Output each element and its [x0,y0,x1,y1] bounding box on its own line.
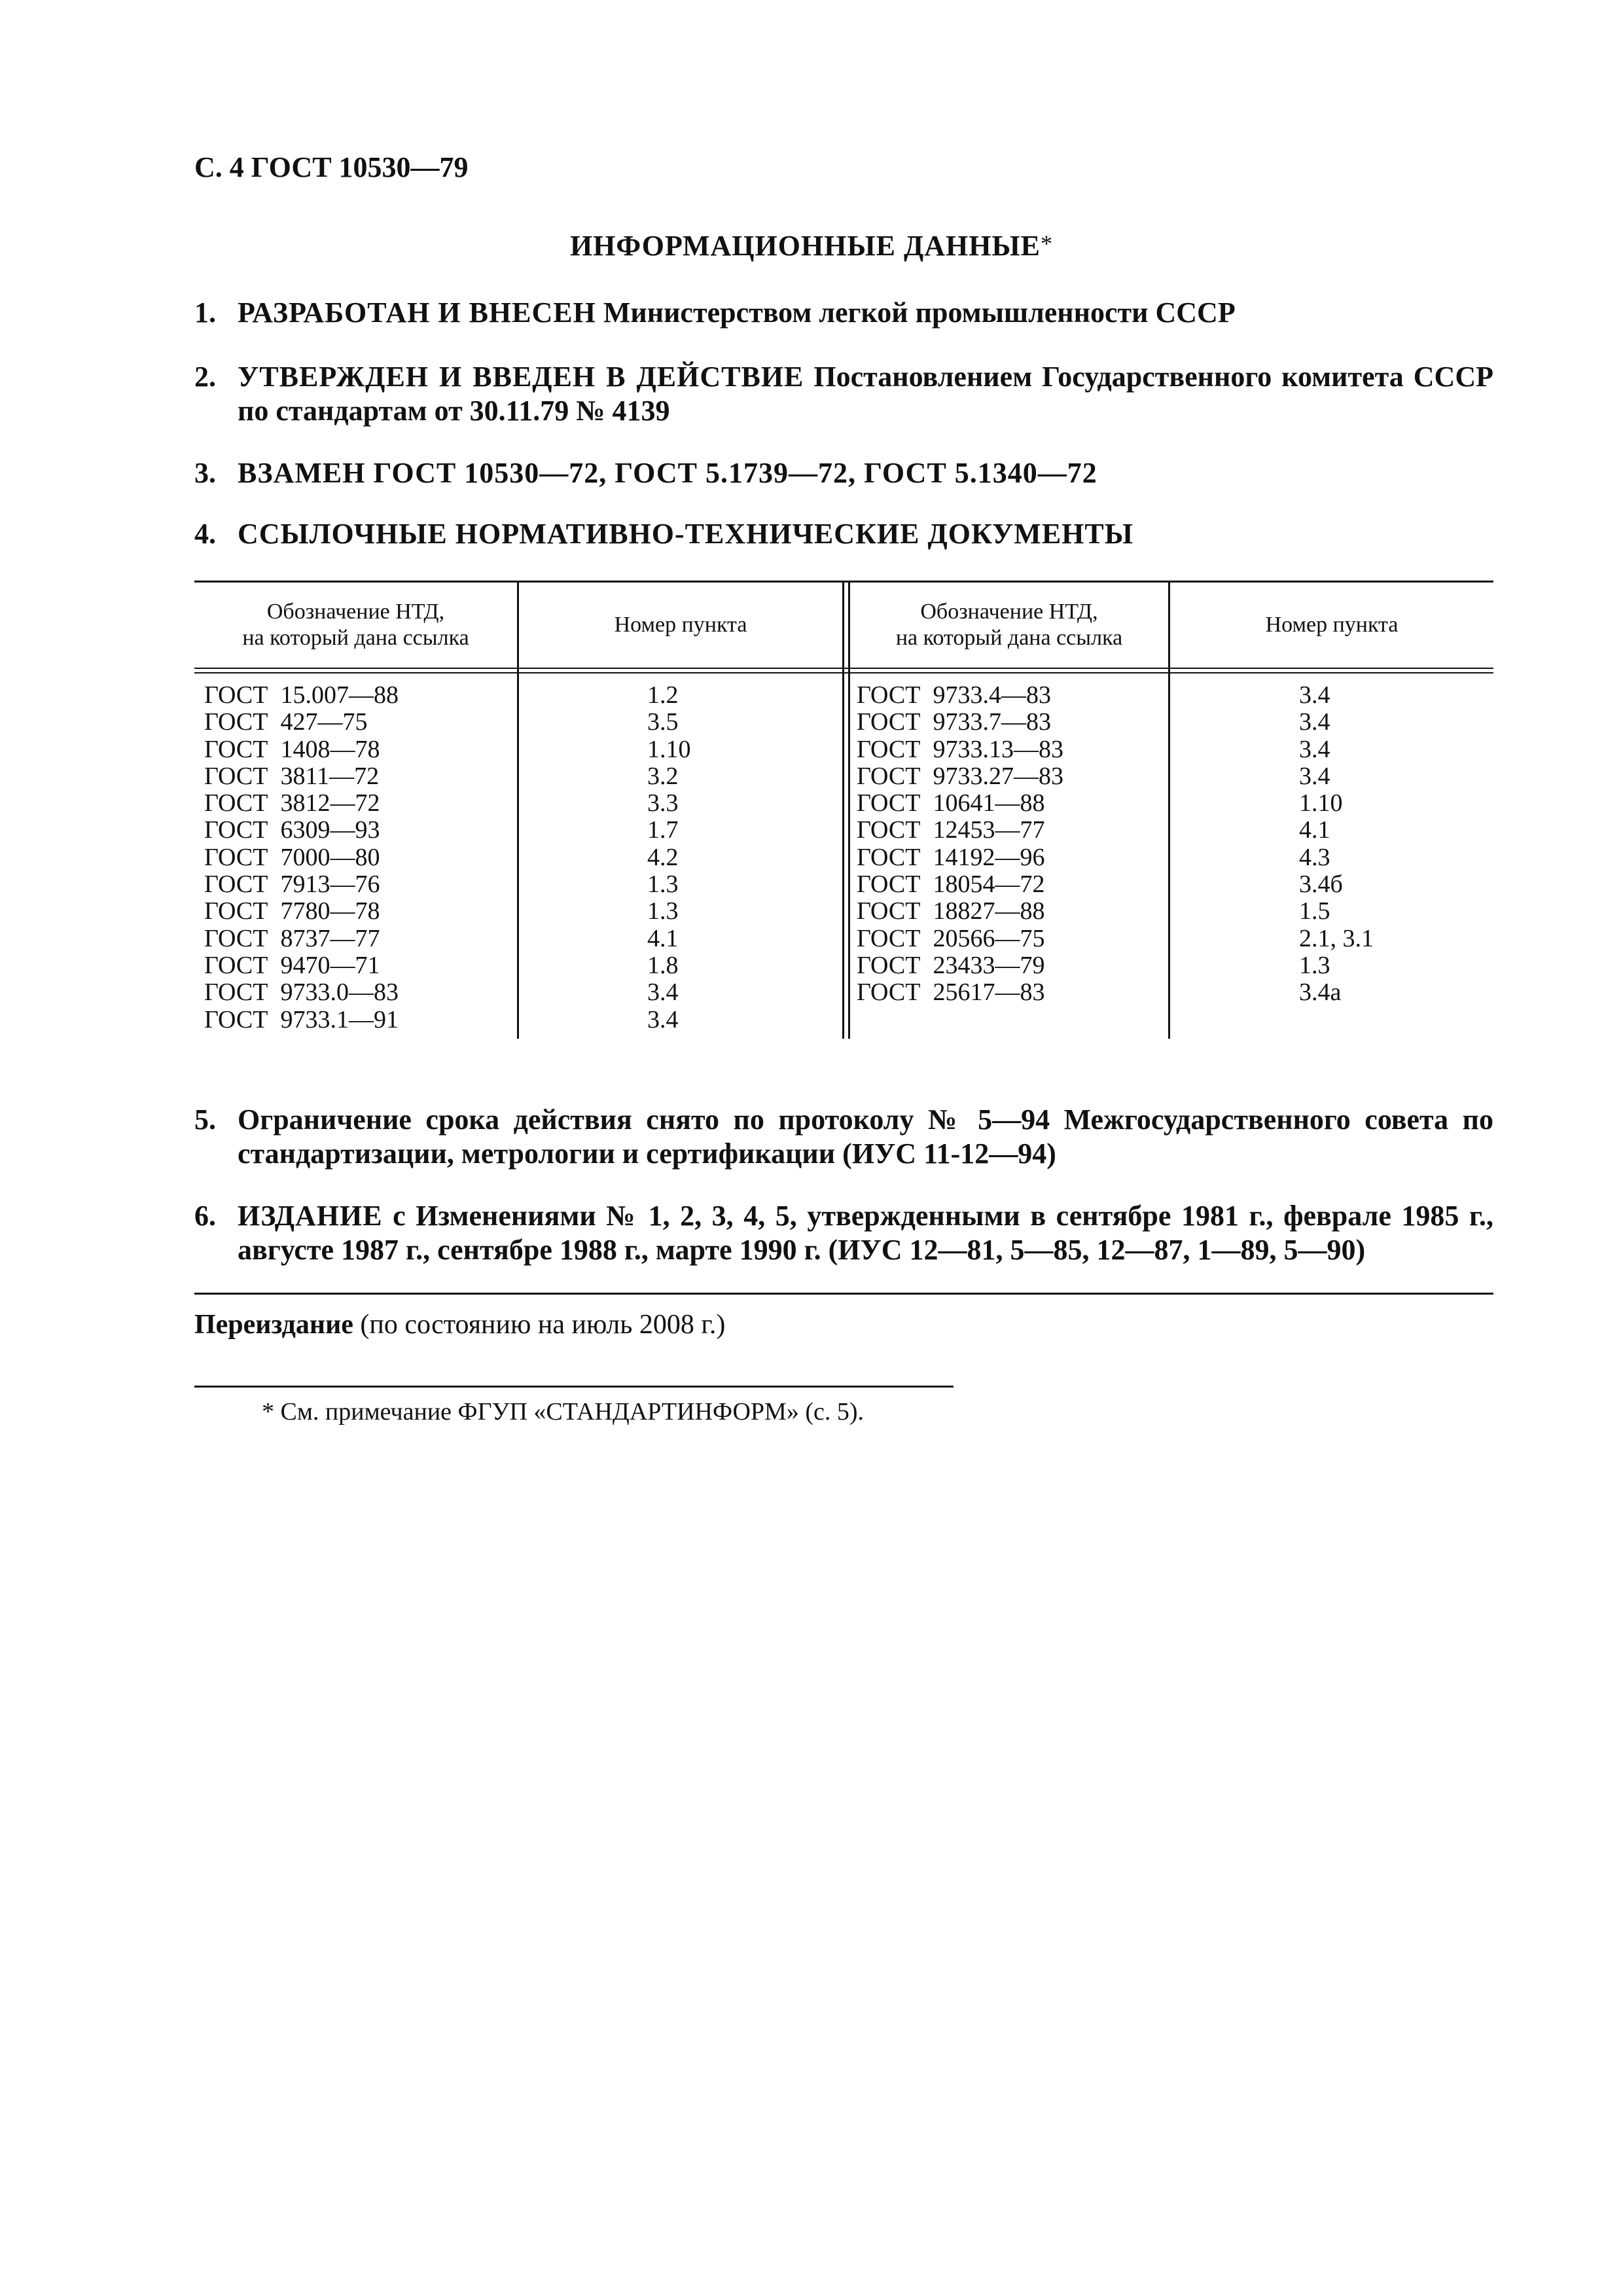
item-number: 5. [194,1103,216,1136]
left-doc-codes: ГОСТ 15.007—88 ГОСТ 427—75 ГОСТ 1408—78 ГОСТ 3811—72 ГОСТ 3812—72 ГОСТ 6309—93 ГОСТ 7000—80 ГОСТ 7913—76 ГОСТ 7780—78 ГОСТ 8737—77 ГОСТ 9470—71 ГОСТ 9733.0—83 ГОСТ 9733.1—91 [204,681,399,1033]
reissue-note [194,1309,725,1340]
right-doc-codes: ГОСТ 9733.4—83 ГОСТ 9733.7—83 ГОСТ 9733.13—83 ГОСТ 9733.27—83 ГОСТ 10641—88 ГОСТ 12453—77 ГОСТ 14192—96 ГОСТ 18054—72 ГОСТ 18827—88 ГОСТ 20566—75 ГОСТ 23433—79 ГОСТ 25617—83 [857,681,1063,1007]
item-body: Министерством легкой промышленности СССР [596,296,1236,329]
item-caps: ИЗДАНИЕ [238,1200,383,1232]
item-text [238,517,1493,551]
header-doc-line1: Обозначение НТД, [266,600,445,624]
info-item-5 [194,1103,1493,1171]
section-title [0,229,1623,262]
item-number: 1. [194,296,216,329]
item-body: Ограничение срока действия снято по протоколу № 5—94 Межгосударственного совета по стандартизации, метрологии и сертификации (ИУС 11-12—94) [238,1103,1493,1170]
item-number: 6. [194,1200,216,1232]
header-doc-line2: на который дана ссылка [242,626,469,650]
header-point-right: Номер пункта [1265,613,1399,637]
table-col-divider [517,581,519,1039]
item-text [238,1103,1493,1171]
footnote: * См. примечание ФГУП «СТАНДАРТИНФОРМ» (с. 5). [262,1398,865,1426]
item-text [238,360,1493,428]
item-caps: ССЫЛОЧНЫЕ НОРМАТИВНО-ТЕХНИЧЕСКИЕ ДОКУМЕНТЫ [238,518,1133,550]
info-item-2 [194,360,1493,428]
table-mid-divider-1 [842,581,844,1039]
item-number: 2. [194,361,216,393]
left-point-numbers: 1.2 3.5 1.10 3.2 3.3 1.7 4.2 1.3 1.3 4.1 1.8 3.4 3.4 [647,681,691,1033]
reissue-text: (по состоянию на июль 2008 г.) [353,1310,726,1340]
item-text [238,456,1493,490]
header-doc-line1: Обозначение НТД, [920,600,1098,624]
info-item-6 [194,1199,1493,1267]
item-number: 3. [194,457,216,489]
reissue-label: Переиздание [194,1310,353,1340]
item-text [238,1199,1493,1267]
item-number: 4. [194,518,216,550]
section-title-text: ИНФОРМАЦИОННЫЕ ДАННЫЕ [569,230,1041,262]
header-point-left: Номер пункта [614,613,747,637]
item-caps: УТВЕРЖДЕН И ВВЕДЕН В ДЕЙСТВИЕ [238,361,804,393]
item-caps: ВЗАМЕН ГОСТ 10530—72, ГОСТ 5.1739—72, ГОСТ 5.1340—72 [238,457,1097,489]
header-doc-right [850,599,1168,651]
item-body: с Изменениями № 1, 2, 3, 4, 5, утвержденными в сентябре 1981 г., феврале 1985 г., августе 1987 г., сентябре 1988 г., марте 1990 г. (ИУС 12—81, 5—85, 12—87, 1—89, 5—90) [238,1200,1493,1266]
title-footnote-mark: * [1041,230,1054,257]
item-caps: РАЗРАБОТАН И ВНЕСЕН [238,296,596,329]
table-col-divider [1168,581,1170,1039]
running-head: С. 4 ГОСТ 10530—79 [194,151,469,183]
info-item-1 [194,296,1493,330]
item-text [238,296,1493,330]
header-doc-line2: на который дана ссылка [895,626,1123,650]
right-point-numbers: 3.4 3.4 3.4 3.4 1.10 4.1 4.3 3.4б 1.5 2.1, 3.1 1.3 3.4а [1299,681,1374,1007]
info-item-4 [194,517,1493,551]
footnote-rule [194,1386,954,1388]
item-body: Постановлением Государственного комитета СССР по стандартам от 30.11.79 № 4139 [238,361,1493,427]
header-doc-left [194,599,517,651]
info-item-3 [194,456,1493,490]
separator-rule [194,1293,1493,1295]
reference-documents-table [194,581,1493,1039]
